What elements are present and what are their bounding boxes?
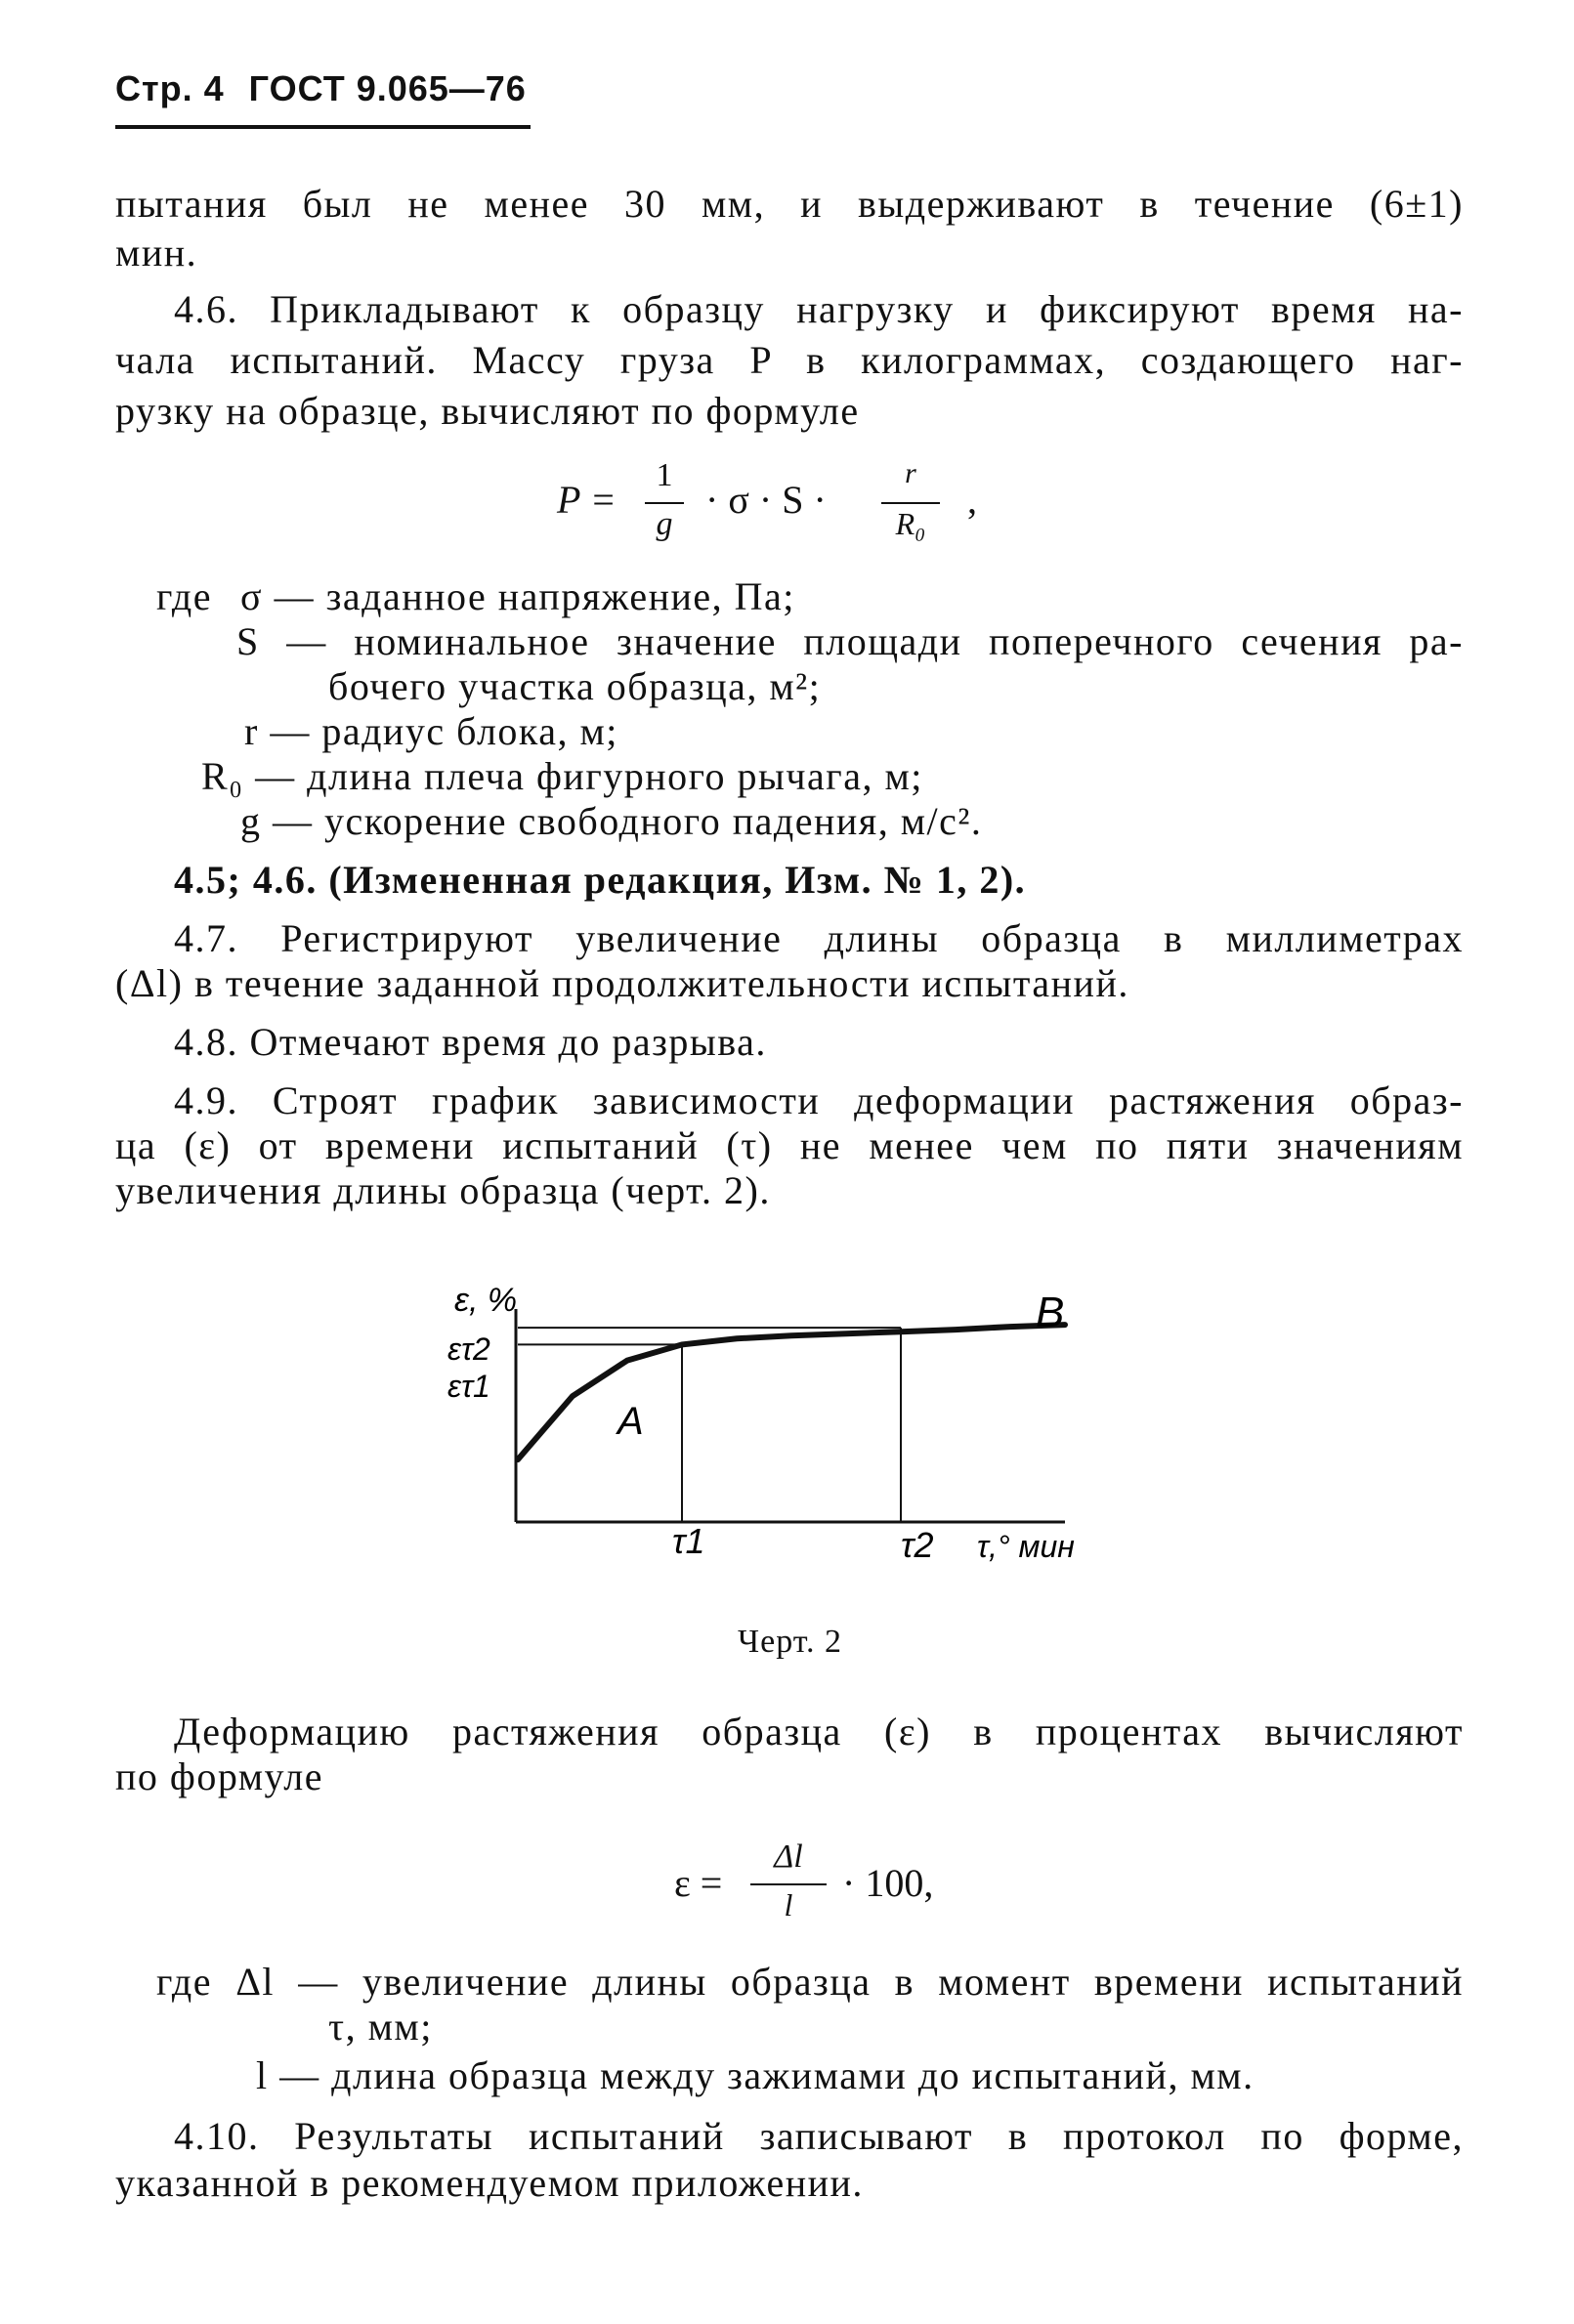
paragraph-deformation-line-1: Деформацию растяжения образца (ε) в процентах вычисляют [174, 1710, 1464, 1754]
paragraph-4-6-line-1: 4.6. Прикладывают к образцу нагрузку и фиксируют время на- [174, 287, 1464, 331]
formula-middle: · σ · S · [705, 478, 827, 522]
y-tick-eps-tau2: ετ2 [447, 1331, 490, 1367]
point-label-B: B [1036, 1289, 1065, 1336]
formula2-rhs: · 100, [842, 1861, 934, 1905]
fraction-3-denominator: l [784, 1887, 793, 1923]
paragraph-4-6-line-2: чала испытаний. Массу груза P в килограммах, создающего наг- [115, 338, 1464, 382]
x-tick-tau1: τ1 [672, 1521, 705, 1561]
paragraph-4-9-line-2: ца (ε) от времени испытаний (τ) не менее чем по пяти значениям [115, 1123, 1464, 1167]
where-delta-l-line-2: τ, мм; [328, 2005, 433, 2049]
header-rule [115, 125, 531, 129]
definition-S-line-1: S — номинальное значение площади поперечного сечения ра- [236, 619, 1464, 663]
fraction-bar [645, 502, 684, 504]
standard-code: ГОСТ 9.065—76 [248, 68, 527, 108]
figure-caption: Черт. 2 [738, 1624, 843, 1660]
x-tick-tau2: τ2 [901, 1525, 934, 1565]
formula-end: , [967, 478, 977, 522]
paragraph-4-10-line-1: 4.10. Результаты испытаний записывают в протокол по форме, [174, 2114, 1464, 2158]
point-label-A: A [617, 1400, 644, 1443]
fraction-2-numerator: r [905, 457, 916, 489]
paragraph-4-9-line-1: 4.9. Строят график зависимости деформации растяжения образ- [174, 1078, 1464, 1122]
paragraph-4-10-line-2: указанной в рекомендуемом приложении. [115, 2161, 864, 2205]
definition-g: g — ускорение свободного падения, м/с². [240, 799, 983, 843]
where-delta-l-line-1: где Δl — увеличение длины образца в момент времени испытаний [156, 1960, 1464, 2004]
page-header [115, 68, 527, 109]
y-axis-label: ε, % [454, 1282, 518, 1319]
fraction-bar [750, 1883, 827, 1885]
amendment-note: 4.5; 4.6. (Измененная редакция, Изм. № 1, 2). [174, 858, 1027, 902]
fraction-1-denominator: g [656, 506, 673, 542]
where-prefix: где [156, 574, 213, 618]
fraction-bar [881, 502, 940, 504]
paragraph-4-9-line-3: увеличения длины образца (черт. 2). [115, 1168, 771, 1212]
formula-lhs: P = [557, 478, 617, 522]
where-l-line: l — длина образца между зажимами до испытаний, мм. [256, 2053, 1255, 2097]
paragraph-4-6-line-3: рузку на образце, вычисляют по формуле [115, 389, 860, 433]
definition-R0: R₀ — длина плеча фигурного рычага, м; [201, 754, 923, 798]
formula2-lhs: ε = [674, 1861, 723, 1905]
x-axis-label: τ,° мин [977, 1529, 1075, 1564]
page-label: Стр. 4 [115, 68, 225, 108]
fraction-2-denominator: R₀ [895, 506, 926, 541]
text-line: пытания был не менее 30 мм, и выдерживают в течение (6±1) [115, 182, 1464, 226]
definition-S-line-2: бочего участка образца, м²; [328, 664, 822, 708]
definition-sigma: σ — заданное напряжение, Па; [240, 574, 795, 618]
paragraph-deformation-line-2: по формуле [115, 1754, 323, 1798]
fraction-3-numerator: Δl [774, 1838, 803, 1875]
definition-r: r — радиус блока, м; [244, 709, 618, 753]
text-line: мин. [115, 231, 198, 275]
y-tick-eps-tau1: ετ1 [447, 1369, 490, 1404]
paragraph-4-7-line-1: 4.7. Регистрируют увеличение длины образца в миллиметрах [174, 916, 1464, 960]
fraction-1-numerator: 1 [656, 457, 673, 493]
deformation-chart [0, 1270, 1574, 1661]
paragraph-4-8: 4.8. Отмечают время до разрыва. [174, 1020, 767, 1064]
paragraph-4-7-line-2: (Δl) в течение заданной продолжительности испытаний. [115, 961, 1129, 1005]
